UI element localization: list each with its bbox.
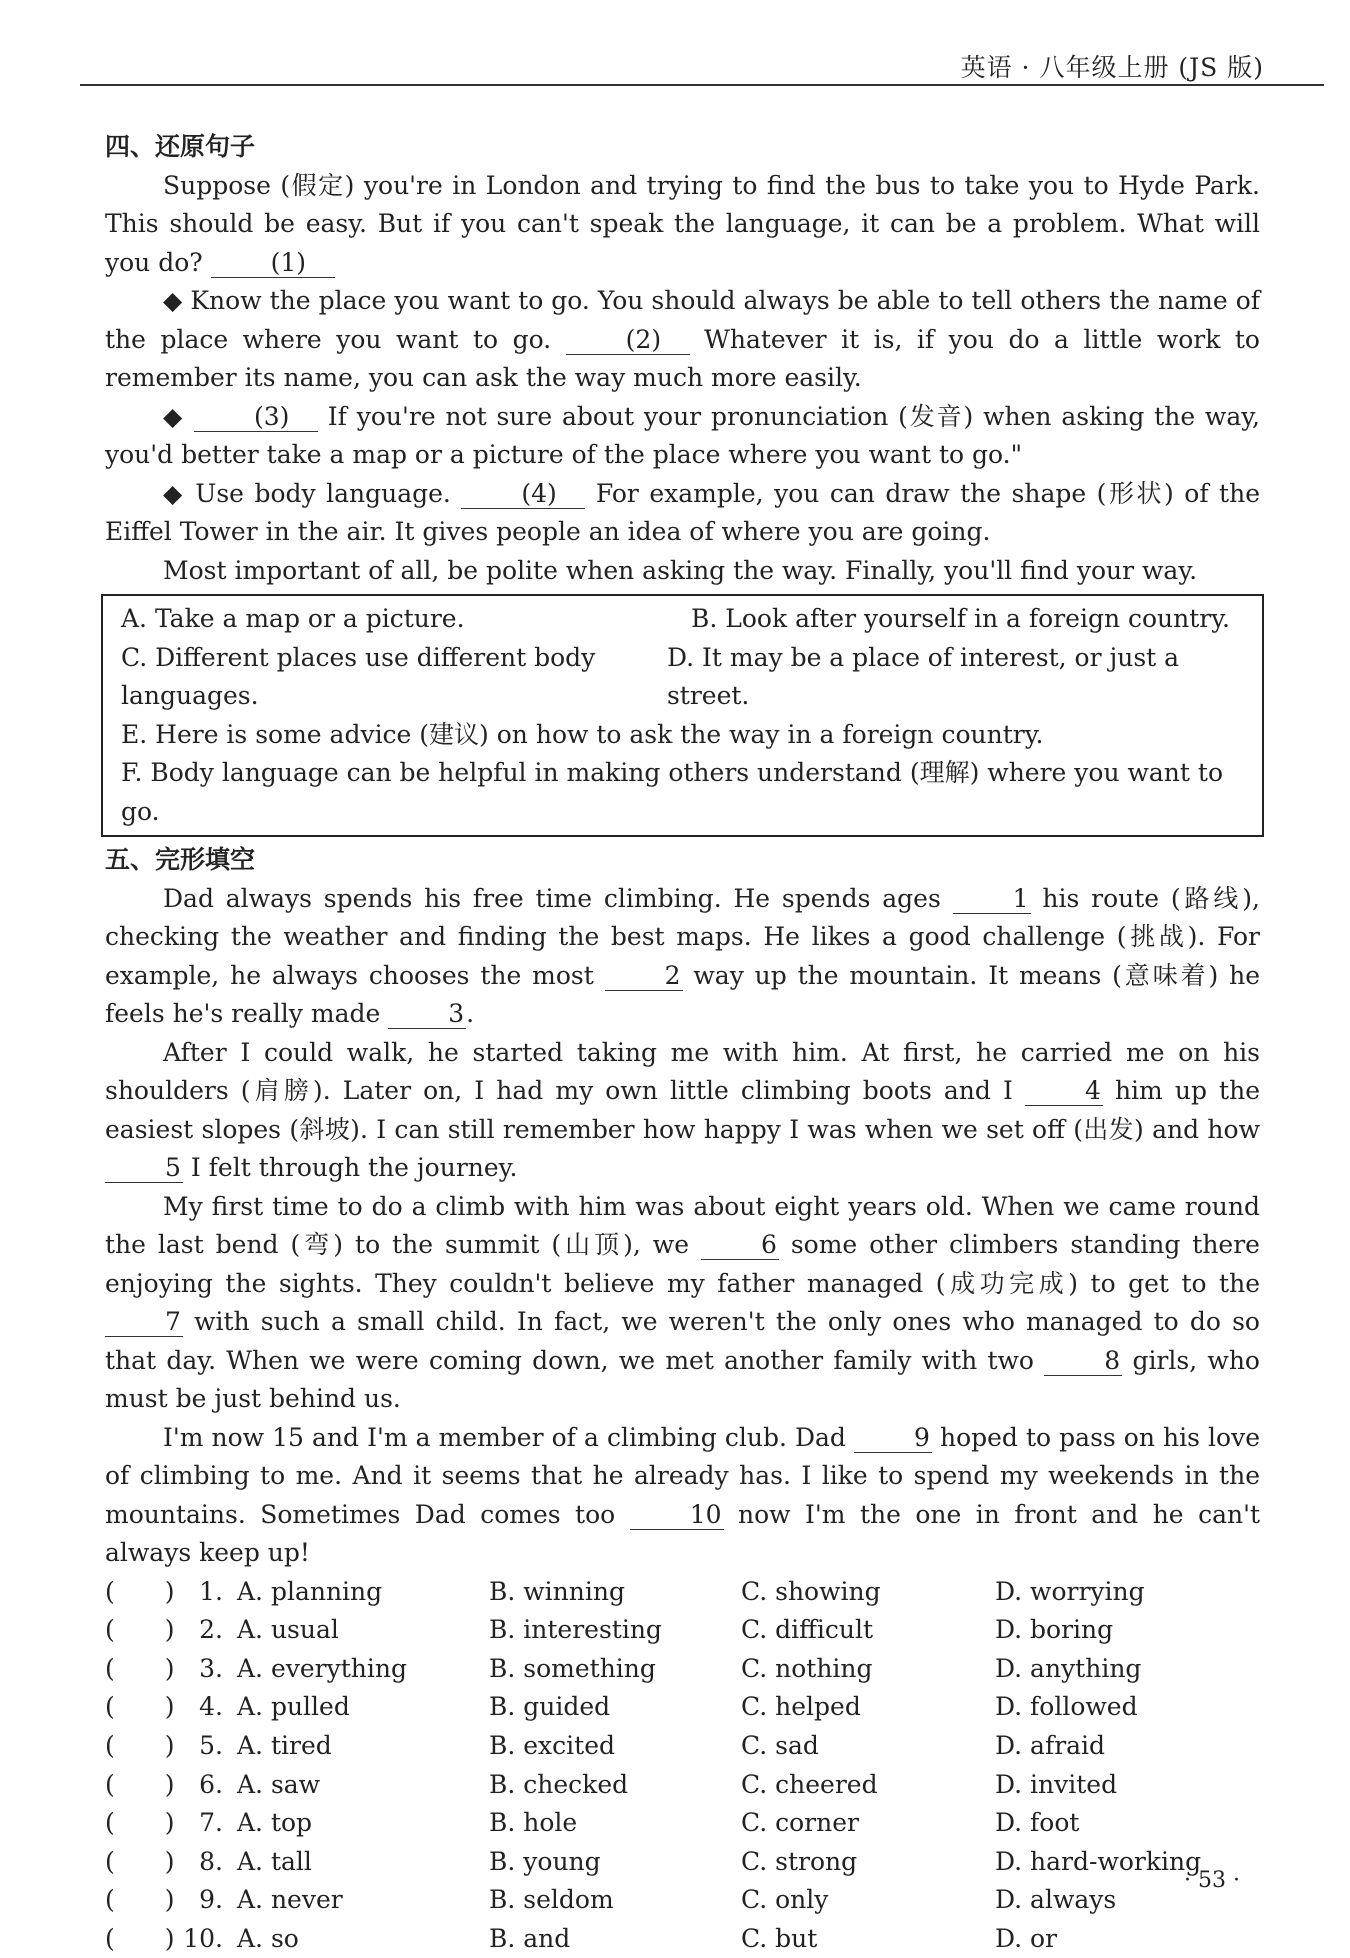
choice-d: D. always [995, 1881, 1235, 1920]
question-row: ( ) 6. A. saw B. checked C. cheered D. invited [105, 1765, 1260, 1804]
question-row: ( ) 5. A. tired B. excited C. sad D. afraid [105, 1727, 1260, 1766]
choice-a: A. saw [237, 1766, 489, 1805]
choice-b: B. excited [489, 1727, 741, 1766]
cloze-blank-10[interactable]: 10 [630, 1501, 724, 1530]
page-header [80, 40, 1324, 86]
choice-c: C. strong [741, 1843, 995, 1882]
cloze-paragraph-4: I'm now 15 and I'm a member of a climbing club. Dad 9 hoped to pass on his love of climbing to me. And it seems that he already has. I like to spend my weekends in the mountains. Sometimes Dad comes too 10 now I'm the one in front and he can't always keep up! [105, 1419, 1260, 1573]
section-4-paragraph-2: ◆ Know the place you want to go. You should always be able to tell others the name of the place where you want to go. (2) Whatever it is, if you do a little work to remember its name, you can ask the way much more easily. [105, 282, 1260, 398]
choice-c: C. difficult [741, 1611, 995, 1650]
blank-4[interactable]: (4) [461, 480, 585, 509]
question-row: ( ) 2. A. usual B. interesting C. difficult D. boring [105, 1611, 1260, 1650]
choice-d: D. or [995, 1920, 1235, 1958]
choice-c: C. cheered [741, 1766, 995, 1805]
choice-b: B. young [489, 1843, 741, 1882]
question-row: ( ) 10. A. so B. and C. but D. or [105, 1920, 1260, 1958]
cloze-paragraph-3: My first time to do a climb with him was about eight years old. When we came round the last bend (弯) to the summit (山顶), we 6 some other climbers standing there enjoying the sights. They couldn't believe my father managed (成功完成) to get to the 7 with such a small child. In fact, we weren't the only ones who managed to do so that day. When we were coming down, we met another family with two 8 girls, who must be just behind us. [105, 1188, 1260, 1419]
cloze-blank-1[interactable]: 1 [953, 885, 1031, 914]
section-4-paragraph-1: Suppose (假定) you're in London and trying to find the bus to take you to Hyde Park. This should be easy. But if you can't speak the language, it can be a problem. What will you do? (1) [105, 167, 1260, 283]
choice-b: B. interesting [489, 1611, 741, 1650]
choice-b: B. and [489, 1920, 741, 1958]
page-content [105, 128, 1260, 1958]
answer-parentheses[interactable]: ( ) [105, 1920, 179, 1958]
answer-parentheses[interactable]: ( ) [105, 1611, 179, 1650]
option-c: C. Different places use different body languages. [121, 639, 667, 716]
choice-a: A. never [237, 1881, 489, 1920]
cloze-blank-7[interactable]: 7 [105, 1308, 183, 1337]
choice-a: A. so [237, 1920, 489, 1958]
choice-a: A. top [237, 1804, 489, 1843]
choice-d: D. anything [995, 1650, 1235, 1689]
choice-a: A. tired [237, 1727, 489, 1766]
section-4-paragraph-3: ◆ (3) If you're not sure about your pronunciation (发音) when asking the way, you'd better take a map or a picture of the place where you want to go." [105, 398, 1260, 475]
question-row: ( ) 9. A. never B. seldom C. only D. always [105, 1881, 1260, 1920]
choice-a: A. usual [237, 1611, 489, 1650]
choice-c: C. sad [741, 1727, 995, 1766]
choice-c: C. corner [741, 1804, 995, 1843]
question-row: ( ) 3. A. everything B. something C. nothing D. anything [105, 1650, 1260, 1689]
choice-b: B. something [489, 1650, 741, 1689]
cloze-paragraph-2: After I could walk, he started taking me with him. At first, he carried me on his shoulders (肩膀). Later on, I had my own little climbing boots and I 4 him up the easiest slopes (斜坡). I can still remember how happy I was when we set off (出发) and how 5 I felt through the journey. [105, 1034, 1260, 1188]
question-row: ( ) 7. A. top B. hole C. corner D. foot [105, 1804, 1260, 1843]
answer-parentheses[interactable]: ( ) [105, 1843, 179, 1882]
choice-d: D. followed [995, 1688, 1235, 1727]
question-row: ( ) 1. A. planning B. winning C. showing D. worrying [105, 1573, 1260, 1612]
answer-parentheses[interactable]: ( ) [105, 1650, 179, 1689]
cloze-blank-8[interactable]: 8 [1044, 1347, 1122, 1376]
choice-b: B. hole [489, 1804, 741, 1843]
choice-d: D. boring [995, 1611, 1235, 1650]
book-title: 英语 · 八年级上册 (JS 版) [961, 48, 1264, 84]
section-5-heading: 五、完形填空 [105, 841, 1260, 880]
choice-a: A. planning [237, 1573, 489, 1612]
cloze-blank-4[interactable]: 4 [1025, 1077, 1103, 1106]
cloze-blank-5[interactable]: 5 [105, 1154, 183, 1183]
cloze-paragraph-1: Dad always spends his free time climbing. He spends ages 1 his route (路线), checking the weather and finding the best maps. He likes a good challenge (挑战). For example, he always chooses the most 2 way up the mountain. It means (意味着) he feels he's really made 3. [105, 880, 1260, 1034]
cloze-blank-3[interactable]: 3 [388, 1000, 466, 1029]
blank-3[interactable]: (3) [194, 403, 318, 432]
choice-b: B. checked [489, 1766, 741, 1805]
blank-2[interactable]: (2) [566, 326, 690, 355]
question-list [105, 1573, 1260, 1958]
option-b: B. Look after yourself in a foreign country. [691, 600, 1230, 639]
choice-d: D. invited [995, 1766, 1235, 1805]
cloze-blank-2[interactable]: 2 [605, 962, 683, 991]
choice-a: A. pulled [237, 1688, 489, 1727]
option-d: D. It may be a place of interest, or just a street. [667, 639, 1244, 716]
choice-b: B. winning [489, 1573, 741, 1612]
section-4-heading: 四、还原句子 [105, 128, 1260, 167]
question-row: ( ) 4. A. pulled B. guided C. helped D. followed [105, 1688, 1260, 1727]
choice-c: C. nothing [741, 1650, 995, 1689]
question-row: ( ) 8. A. tall B. young C. strong D. hard-working [105, 1843, 1260, 1882]
option-a: A. Take a map or a picture. [121, 600, 691, 639]
page-number: · 53 · [1184, 1868, 1240, 1893]
choice-d: D. foot [995, 1804, 1235, 1843]
choice-b: B. guided [489, 1688, 741, 1727]
answer-parentheses[interactable]: ( ) [105, 1573, 179, 1612]
option-f: F. Body language can be helpful in making others understand (理解) where you want to go. [121, 754, 1244, 831]
answer-parentheses[interactable]: ( ) [105, 1766, 179, 1805]
answer-parentheses[interactable]: ( ) [105, 1881, 179, 1920]
choice-a: A. tall [237, 1843, 489, 1882]
choice-b: B. seldom [489, 1881, 741, 1920]
answer-parentheses[interactable]: ( ) [105, 1688, 179, 1727]
answer-parentheses[interactable]: ( ) [105, 1727, 179, 1766]
section-4-paragraph-4: ◆ Use body language. (4) For example, you can draw the shape (形状) of the Eiffel Tower in the air. It gives people an idea of where you are going. [105, 475, 1260, 552]
cloze-blank-6[interactable]: 6 [701, 1231, 779, 1260]
options-box [101, 594, 1264, 837]
choice-c: C. helped [741, 1688, 995, 1727]
choice-d: D. worrying [995, 1573, 1235, 1612]
option-e: E. Here is some advice (建议) on how to ask the way in a foreign country. [121, 716, 1244, 755]
choice-c: C. only [741, 1881, 995, 1920]
choice-d: D. hard-working [995, 1843, 1235, 1882]
choice-a: A. everything [237, 1650, 489, 1689]
choice-c: C. showing [741, 1573, 995, 1612]
cloze-blank-9[interactable]: 9 [854, 1424, 932, 1453]
choice-c: C. but [741, 1920, 995, 1958]
choice-d: D. afraid [995, 1727, 1235, 1766]
answer-parentheses[interactable]: ( ) [105, 1804, 179, 1843]
section-4-paragraph-5: Most important of all, be polite when asking the way. Finally, you'll find your way. [105, 552, 1260, 591]
blank-1[interactable]: (1) [211, 249, 335, 278]
